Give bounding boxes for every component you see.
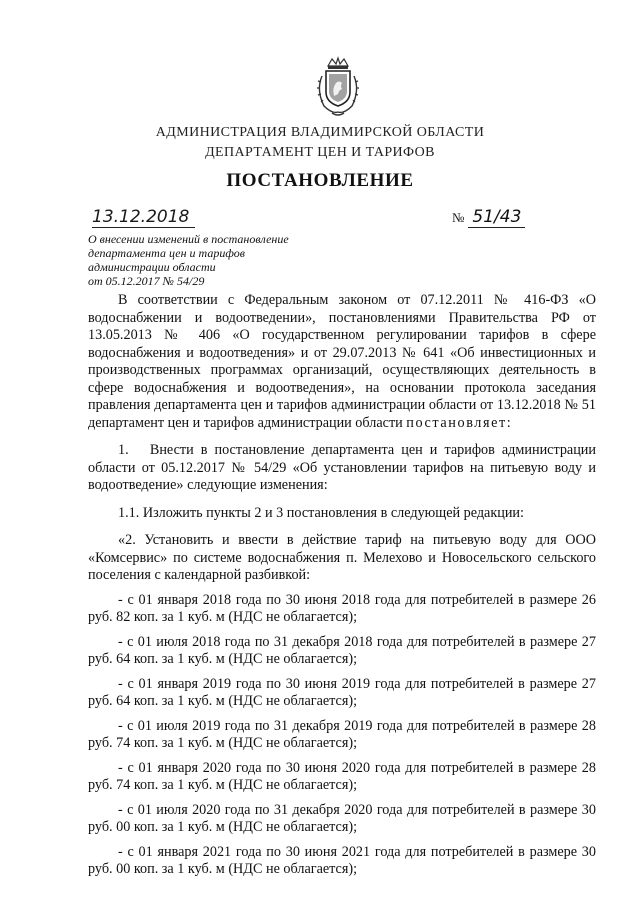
- preamble-resolution-word: постановляет:: [406, 414, 513, 431]
- organization-name: АДМИНИСТРАЦИЯ ВЛАДИМИРСКОЙ ОБЛАСТИ: [155, 125, 485, 140]
- document-title: ПОСТАНОВЛЕНИЕ: [226, 170, 414, 191]
- subject-line: администрации области: [88, 260, 216, 274]
- coat-of-arms-icon: [312, 56, 364, 118]
- department-name: ДЕПАРТАМЕНТ ЦЕН И ТАРИФОВ: [205, 145, 435, 160]
- tariff-period: - с 01 января 2020 года по 30 июня 2020 года для потребителей в размере 28 руб. 74 коп. за 1 куб. м (НДС не облагается);: [88, 759, 596, 793]
- tariff-period: - с 01 января 2019 года по 30 июня 2019 года для потребителей в размере 27 руб. 64 коп. за 1 куб. м (НДС не облагается);: [88, 675, 596, 709]
- tariff-period: - с 01 января 2018 года по 30 июня 2018 года для потребителей в размере 26 руб. 82 коп. за 1 куб. м (НДС не облагается);: [88, 591, 596, 625]
- subject-line: департамента цен и тарифов: [88, 246, 245, 260]
- subject-line: О внесении изменений в постановление: [88, 232, 289, 246]
- number-sign: №: [452, 210, 465, 225]
- item-1-1: 1.1. Изложить пункты 2 и 3 постановления в следующей редакции:: [118, 504, 524, 521]
- subject-line: от 05.12.2017 № 54/29: [88, 274, 205, 288]
- tariff-period: - с 01 января 2021 года по 30 июня 2021 года для потребителей в размере 30 руб. 00 коп. за 1 куб. м (НДС не облагается);: [88, 843, 596, 877]
- item-1: 1. Внести в постановление департамента цен и тарифов администрации области от 05.12.2017 № 54/29 «Об установлении тарифов на питьевую воду и водоотведение» следующие изменения:: [88, 442, 596, 493]
- preamble-text: В соответствии с Федеральным законом от 07.12.2011 № 416-ФЗ «О водоснабжении и водоотведении», постановлениями Правительства РФ от 13.05.2013 № 406 «О государственном регулировании тарифов в сфере водоснабжения и водоотведения» и от 29.07.2013 № 641 «Об инвестиционных и производственных программах организаций, осуществляющих деятельность в сфере водоснабжения и водоотведения», на основании протокола заседания правления департамента цен и тарифов администрации области от 13.12.2018 № 51 департамент цен и тарифов администрации области: [88, 292, 596, 431]
- tariff-period: - с 01 июля 2020 года по 31 декабря 2020 года для потребителей в размере 30 руб. 00 коп. за 1 куб. м (НДС не облагается);: [88, 801, 596, 835]
- preamble-paragraph: [88, 292, 596, 432]
- tariff-period: - с 01 июля 2019 года по 31 декабря 2019 года для потребителей в размере 28 руб. 74 коп. за 1 куб. м (НДС не облагается);: [88, 717, 596, 751]
- document-number: [452, 207, 549, 228]
- item-2: «2. Установить и ввести в действие тариф на питьевую воду для ООО «Комсервис» по системе водоснабжения п. Мелехово и Новосельского сельского поселения с календарной разбивкой:: [88, 532, 596, 583]
- document-body: [88, 292, 596, 879]
- tariff-period: - с 01 июля 2018 года по 31 декабря 2018 года для потребителей в размере 27 руб. 64 коп. за 1 куб. м (НДС не облагается);: [88, 633, 596, 667]
- number-value: 51/43: [468, 207, 525, 228]
- document-subject: [88, 232, 328, 288]
- document-date: 13.12.2018: [92, 207, 195, 228]
